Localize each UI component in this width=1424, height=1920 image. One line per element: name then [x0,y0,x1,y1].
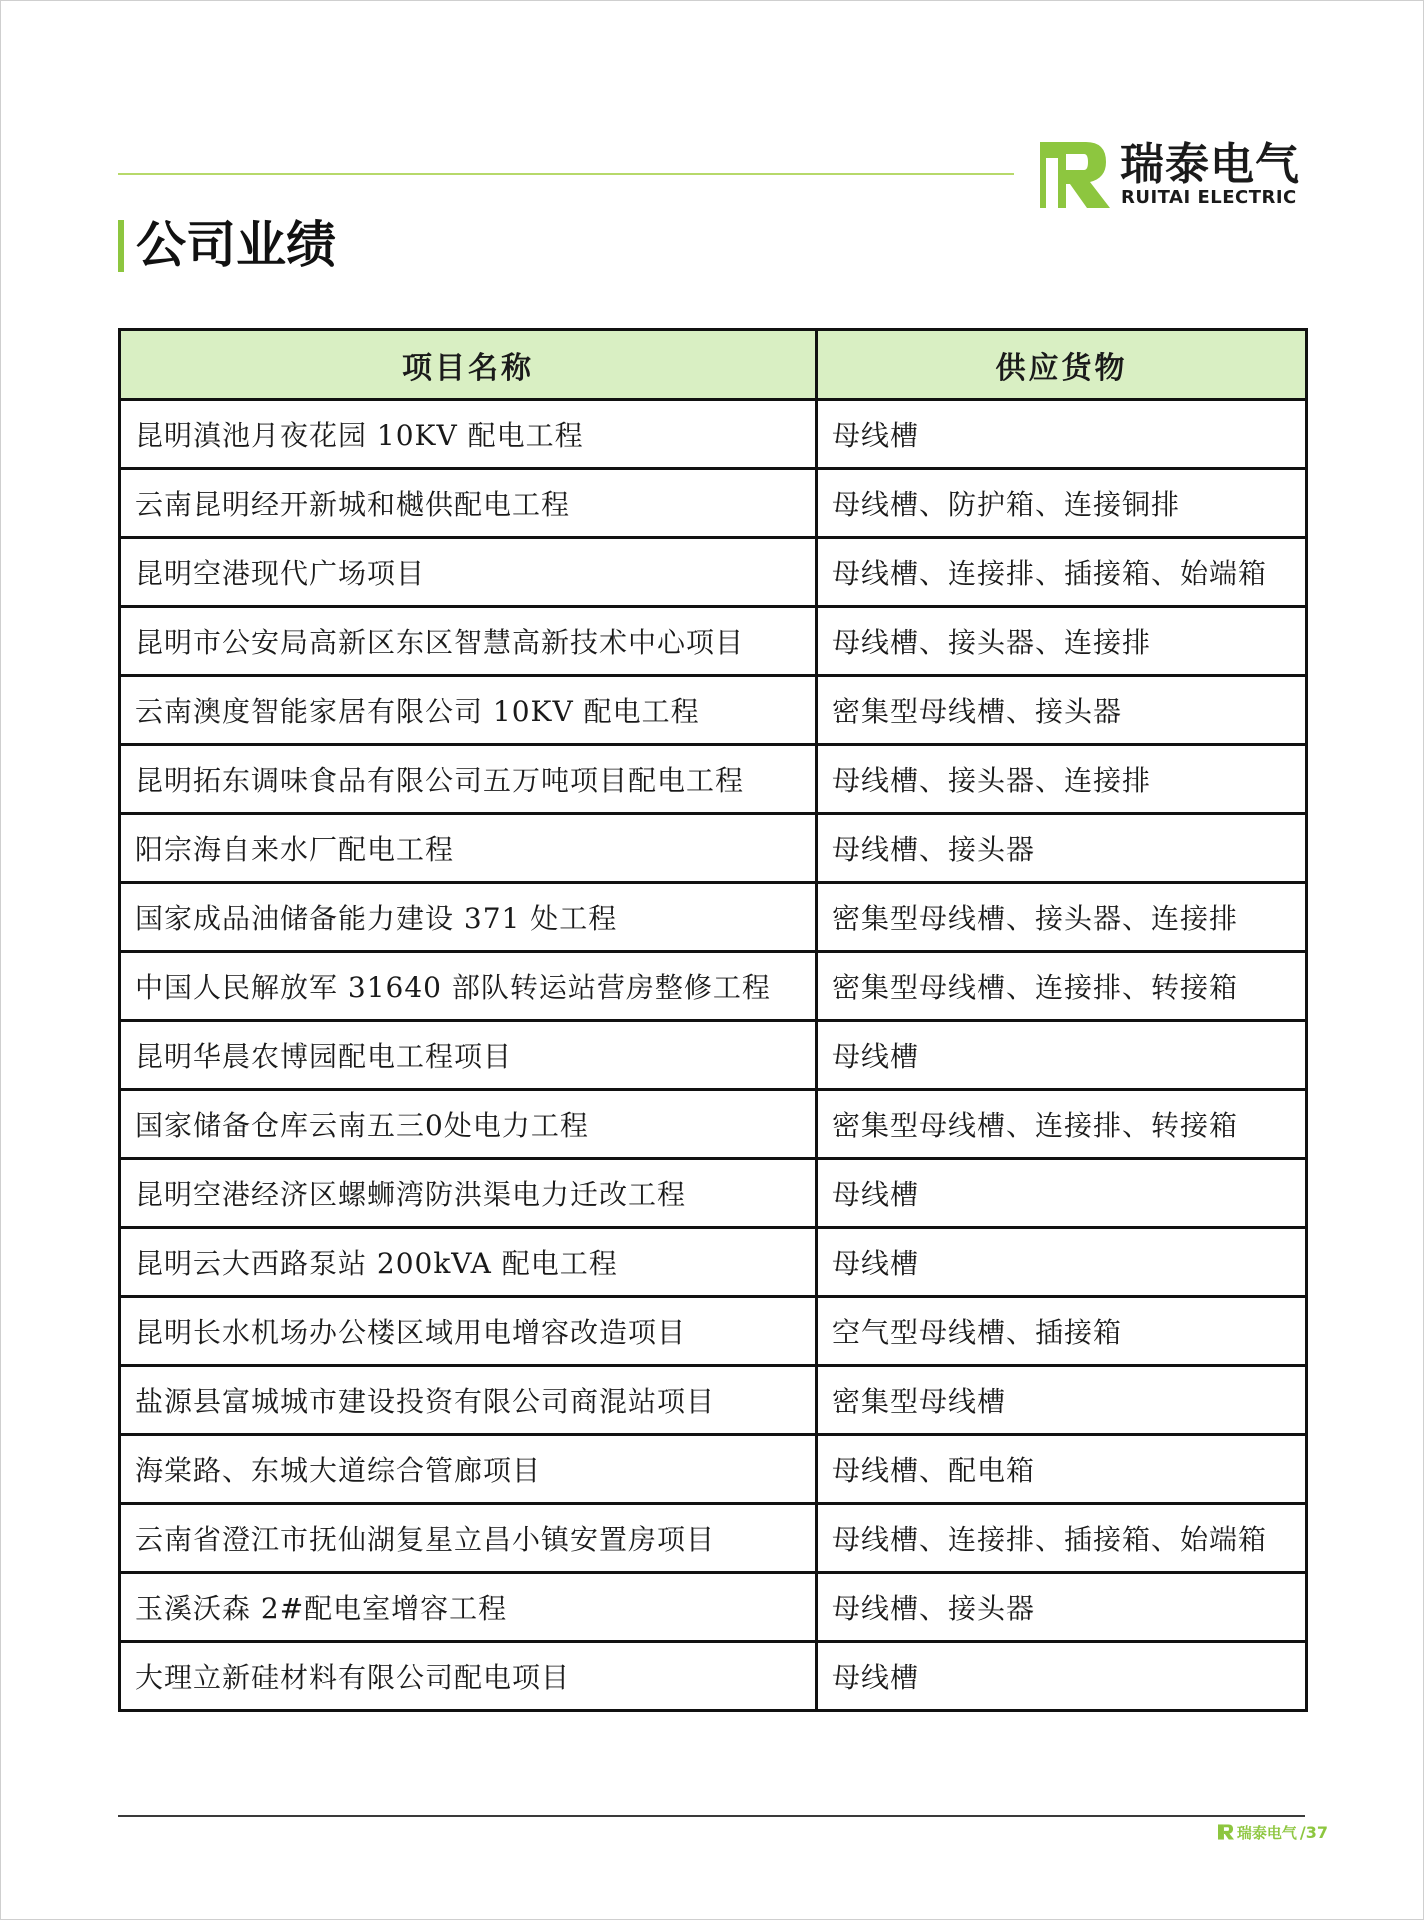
supplied-goods-cell: 母线槽、接头器 [817,814,1307,883]
title-accent-bar [118,220,124,272]
table-row [120,1021,1307,1090]
supplied-goods-cell: 母线槽 [817,1228,1307,1297]
project-name-cell: 国家成品油储备能力建设 371 处工程 [120,883,817,952]
project-name-cell: 昆明空港经济区螺蛳湾防洪渠电力迁改工程 [120,1159,817,1228]
table-row [120,538,1307,607]
project-name-cell: 中国人民解放军 31640 部队转运站营房整修工程 [120,952,817,1021]
project-name-cell: 昆明滇池月夜花园 10KV 配电工程 [120,400,817,469]
table-row [120,814,1307,883]
supplied-goods-cell: 母线槽、接头器 [817,1573,1307,1642]
project-name-cell: 云南澳度智能家居有限公司 10KV 配电工程 [120,676,817,745]
table-row [120,1573,1307,1642]
supplied-goods-cell: 母线槽、接头器、连接排 [817,607,1307,676]
project-name-cell: 玉溪沃森 2#配电室增容工程 [120,1573,817,1642]
table-row [120,469,1307,538]
supplied-goods-cell: 密集型母线槽 [817,1366,1307,1435]
logo-english-name: RUITAI ELECTRIC [1121,187,1297,208]
supplied-goods-cell: 母线槽、连接排、插接箱、始端箱 [817,1504,1307,1573]
supplied-goods-cell: 母线槽、接头器、连接排 [817,745,1307,814]
footer-rule [118,1815,1305,1817]
performance-table [118,328,1308,1712]
supplied-goods-cell: 母线槽 [817,1159,1307,1228]
table-body [120,400,1307,1711]
table-row [120,1228,1307,1297]
page-footer [1218,1820,1328,1844]
table-row [120,952,1307,1021]
supplied-goods-cell: 密集型母线槽、连接排、转接箱 [817,1090,1307,1159]
supplied-goods-cell: 母线槽 [817,1021,1307,1090]
footer-brand: 瑞泰电气 [1236,1823,1297,1842]
table-row [120,1366,1307,1435]
table-row [120,400,1307,469]
logo-chinese-name: 瑞泰电气 [1120,139,1300,190]
brand-logo [1040,140,1310,214]
header-project-name: 项目名称 [120,330,817,400]
table-row [120,883,1307,952]
project-name-cell: 昆明长水机场办公楼区域用电增容改造项目 [120,1297,817,1366]
table-row [120,1159,1307,1228]
project-name-cell: 昆明拓东调味食品有限公司五万吨项目配电工程 [120,745,817,814]
table-row [120,607,1307,676]
supplied-goods-cell: 母线槽、防护箱、连接铜排 [817,469,1307,538]
project-name-cell: 云南昆明经开新城和樾供配电工程 [120,469,817,538]
supplied-goods-cell: 密集型母线槽、连接排、转接箱 [817,952,1307,1021]
project-name-cell: 大理立新硅材料有限公司配电项目 [120,1642,817,1711]
page-number: /37 [1299,1822,1328,1842]
supplied-goods-cell: 母线槽 [817,400,1307,469]
project-name-cell: 昆明华晨农博园配电工程项目 [120,1021,817,1090]
table-row [120,745,1307,814]
project-name-cell: 昆明云大西路泵站 200kVA 配电工程 [120,1228,817,1297]
header-supplied-goods: 供应货物 [817,330,1307,400]
project-name-cell: 盐源县富城城市建设投资有限公司商混站项目 [120,1366,817,1435]
supplied-goods-cell: 母线槽 [817,1642,1307,1711]
supplied-goods-cell: 密集型母线槽、接头器 [817,676,1307,745]
project-name-cell: 昆明空港现代广场项目 [120,538,817,607]
page-title: 公司业绩 [136,216,336,274]
table-header-row [120,330,1307,400]
header-rule [118,173,1014,175]
project-name-cell: 海棠路、东城大道综合管廊项目 [120,1435,817,1504]
table-row [120,1435,1307,1504]
footer-logo-icon [1218,1824,1234,1840]
table-row [120,1504,1307,1573]
supplied-goods-cell: 母线槽、连接排、插接箱、始端箱 [817,538,1307,607]
supplied-goods-cell: 密集型母线槽、接头器、连接排 [817,883,1307,952]
table-row [120,1642,1307,1711]
project-name-cell: 昆明市公安局高新区东区智慧高新技术中心项目 [120,607,817,676]
table-row [120,676,1307,745]
table-row [120,1297,1307,1366]
project-name-cell: 阳宗海自来水厂配电工程 [120,814,817,883]
supplied-goods-cell: 母线槽、配电箱 [817,1435,1307,1504]
project-name-cell: 国家储备仓库云南五三0处电力工程 [120,1090,817,1159]
table-row [120,1090,1307,1159]
supplied-goods-cell: 空气型母线槽、插接箱 [817,1297,1307,1366]
logo-r-icon [1040,142,1110,208]
project-name-cell: 云南省澄江市抚仙湖复星立昌小镇安置房项目 [120,1504,817,1573]
